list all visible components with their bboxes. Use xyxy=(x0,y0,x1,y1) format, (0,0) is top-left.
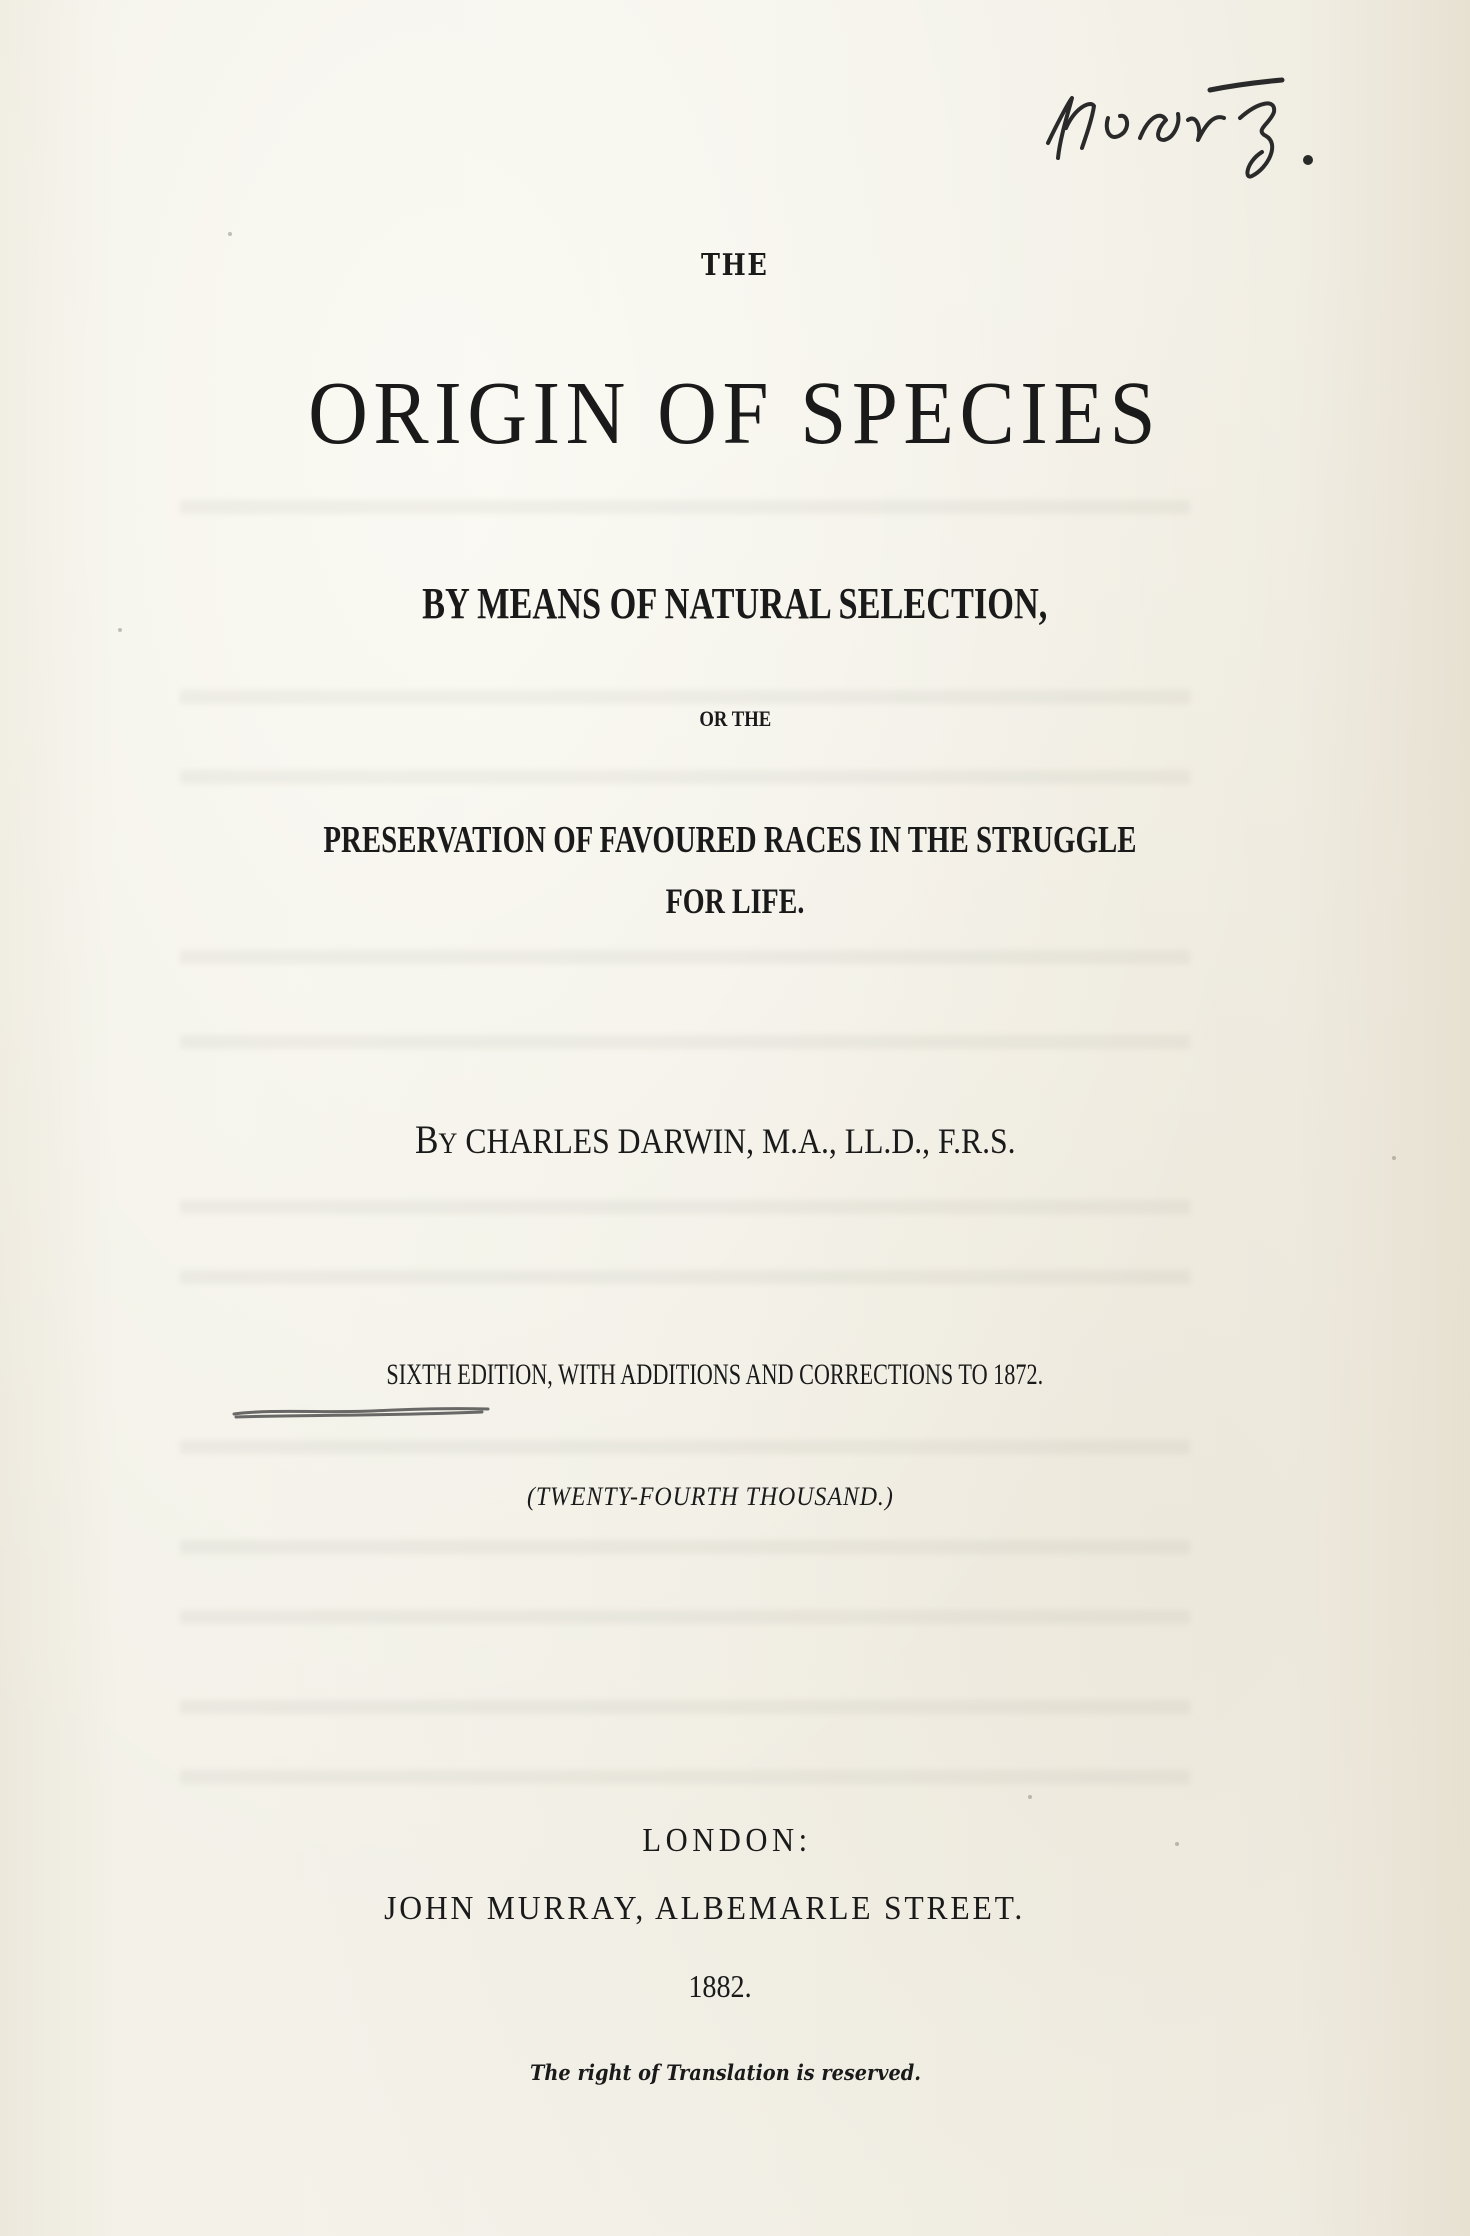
page-title xyxy=(0,362,1470,465)
edition-statement-text xyxy=(387,1358,1044,1392)
bleed-through-shadow xyxy=(180,1035,1190,1049)
handwritten-signature-icon xyxy=(1030,58,1330,188)
printing-statement xyxy=(0,1482,1445,1512)
hand-drawn-underline-icon xyxy=(232,1405,492,1421)
bleed-through-shadow xyxy=(180,770,1190,784)
edition-statement xyxy=(0,1358,1450,1392)
imprint-city-text: LONDON: xyxy=(642,1822,812,1859)
bleed-through-shadow xyxy=(180,500,1190,514)
bleed-through-shadow xyxy=(180,690,1190,704)
imprint-publisher-text: JOHN MURRAY, ALBEMARLE STREET. xyxy=(384,1890,1026,1927)
bleed-through-shadow xyxy=(180,1200,1190,1214)
author-name: CHARLES DARWIN, M.A., LL.D., F.R.S. xyxy=(465,1121,1016,1161)
paper-speck xyxy=(1028,1795,1032,1799)
page-title-text: ORIGIN OF SPECIES xyxy=(308,364,1162,463)
paper-speck xyxy=(228,232,232,236)
byline-initial: B xyxy=(414,1117,439,1162)
imprint-publisher xyxy=(0,1890,1440,1928)
title-connector-text: OR THE xyxy=(699,706,771,731)
bleed-through-shadow xyxy=(180,1270,1190,1284)
author-byline xyxy=(0,1116,1450,1163)
bleed-through-shadow xyxy=(180,1610,1190,1624)
title-article-text: THE xyxy=(701,248,769,283)
byline-rest: Y xyxy=(438,1127,458,1160)
bleed-through-shadow xyxy=(180,1540,1190,1554)
alternate-title-line-1-text: PRESERVATION OF FAVOURED RACES IN THE STRUGGLE xyxy=(323,819,1137,861)
edition-rest: WITH ADDITIONS AND CORRECTIONS TO 1872. xyxy=(553,1358,1044,1391)
bleed-through-shadow xyxy=(180,1440,1190,1454)
rights-notice xyxy=(0,2060,1460,2085)
imprint-year-text: 1882. xyxy=(688,1968,752,2004)
bleed-through-shadow xyxy=(180,950,1190,964)
title-connector xyxy=(0,706,1470,732)
bleed-through-shadow xyxy=(180,1700,1190,1714)
subtitle xyxy=(0,578,1470,629)
author-byline-text xyxy=(415,1116,1016,1163)
alternate-title-line-2 xyxy=(0,880,1470,922)
alternate-title-line-1 xyxy=(0,818,1465,862)
imprint-city xyxy=(0,1822,1462,1860)
title-article xyxy=(0,248,1470,283)
subtitle-text: BY MEANS OF NATURAL SELECTION, xyxy=(422,579,1048,628)
rights-notice-text: The right of Translation is reserved. xyxy=(529,2060,921,2085)
imprint-year xyxy=(0,1968,1455,2005)
bleed-through-shadow xyxy=(180,1770,1190,1784)
edition-underlined: SIXTH EDITION, xyxy=(386,1358,554,1391)
alternate-title-line-2-text: FOR LIFE. xyxy=(665,881,805,921)
printing-statement-text: (TWENTY-FOURTH THOUSAND.) xyxy=(526,1482,894,1511)
